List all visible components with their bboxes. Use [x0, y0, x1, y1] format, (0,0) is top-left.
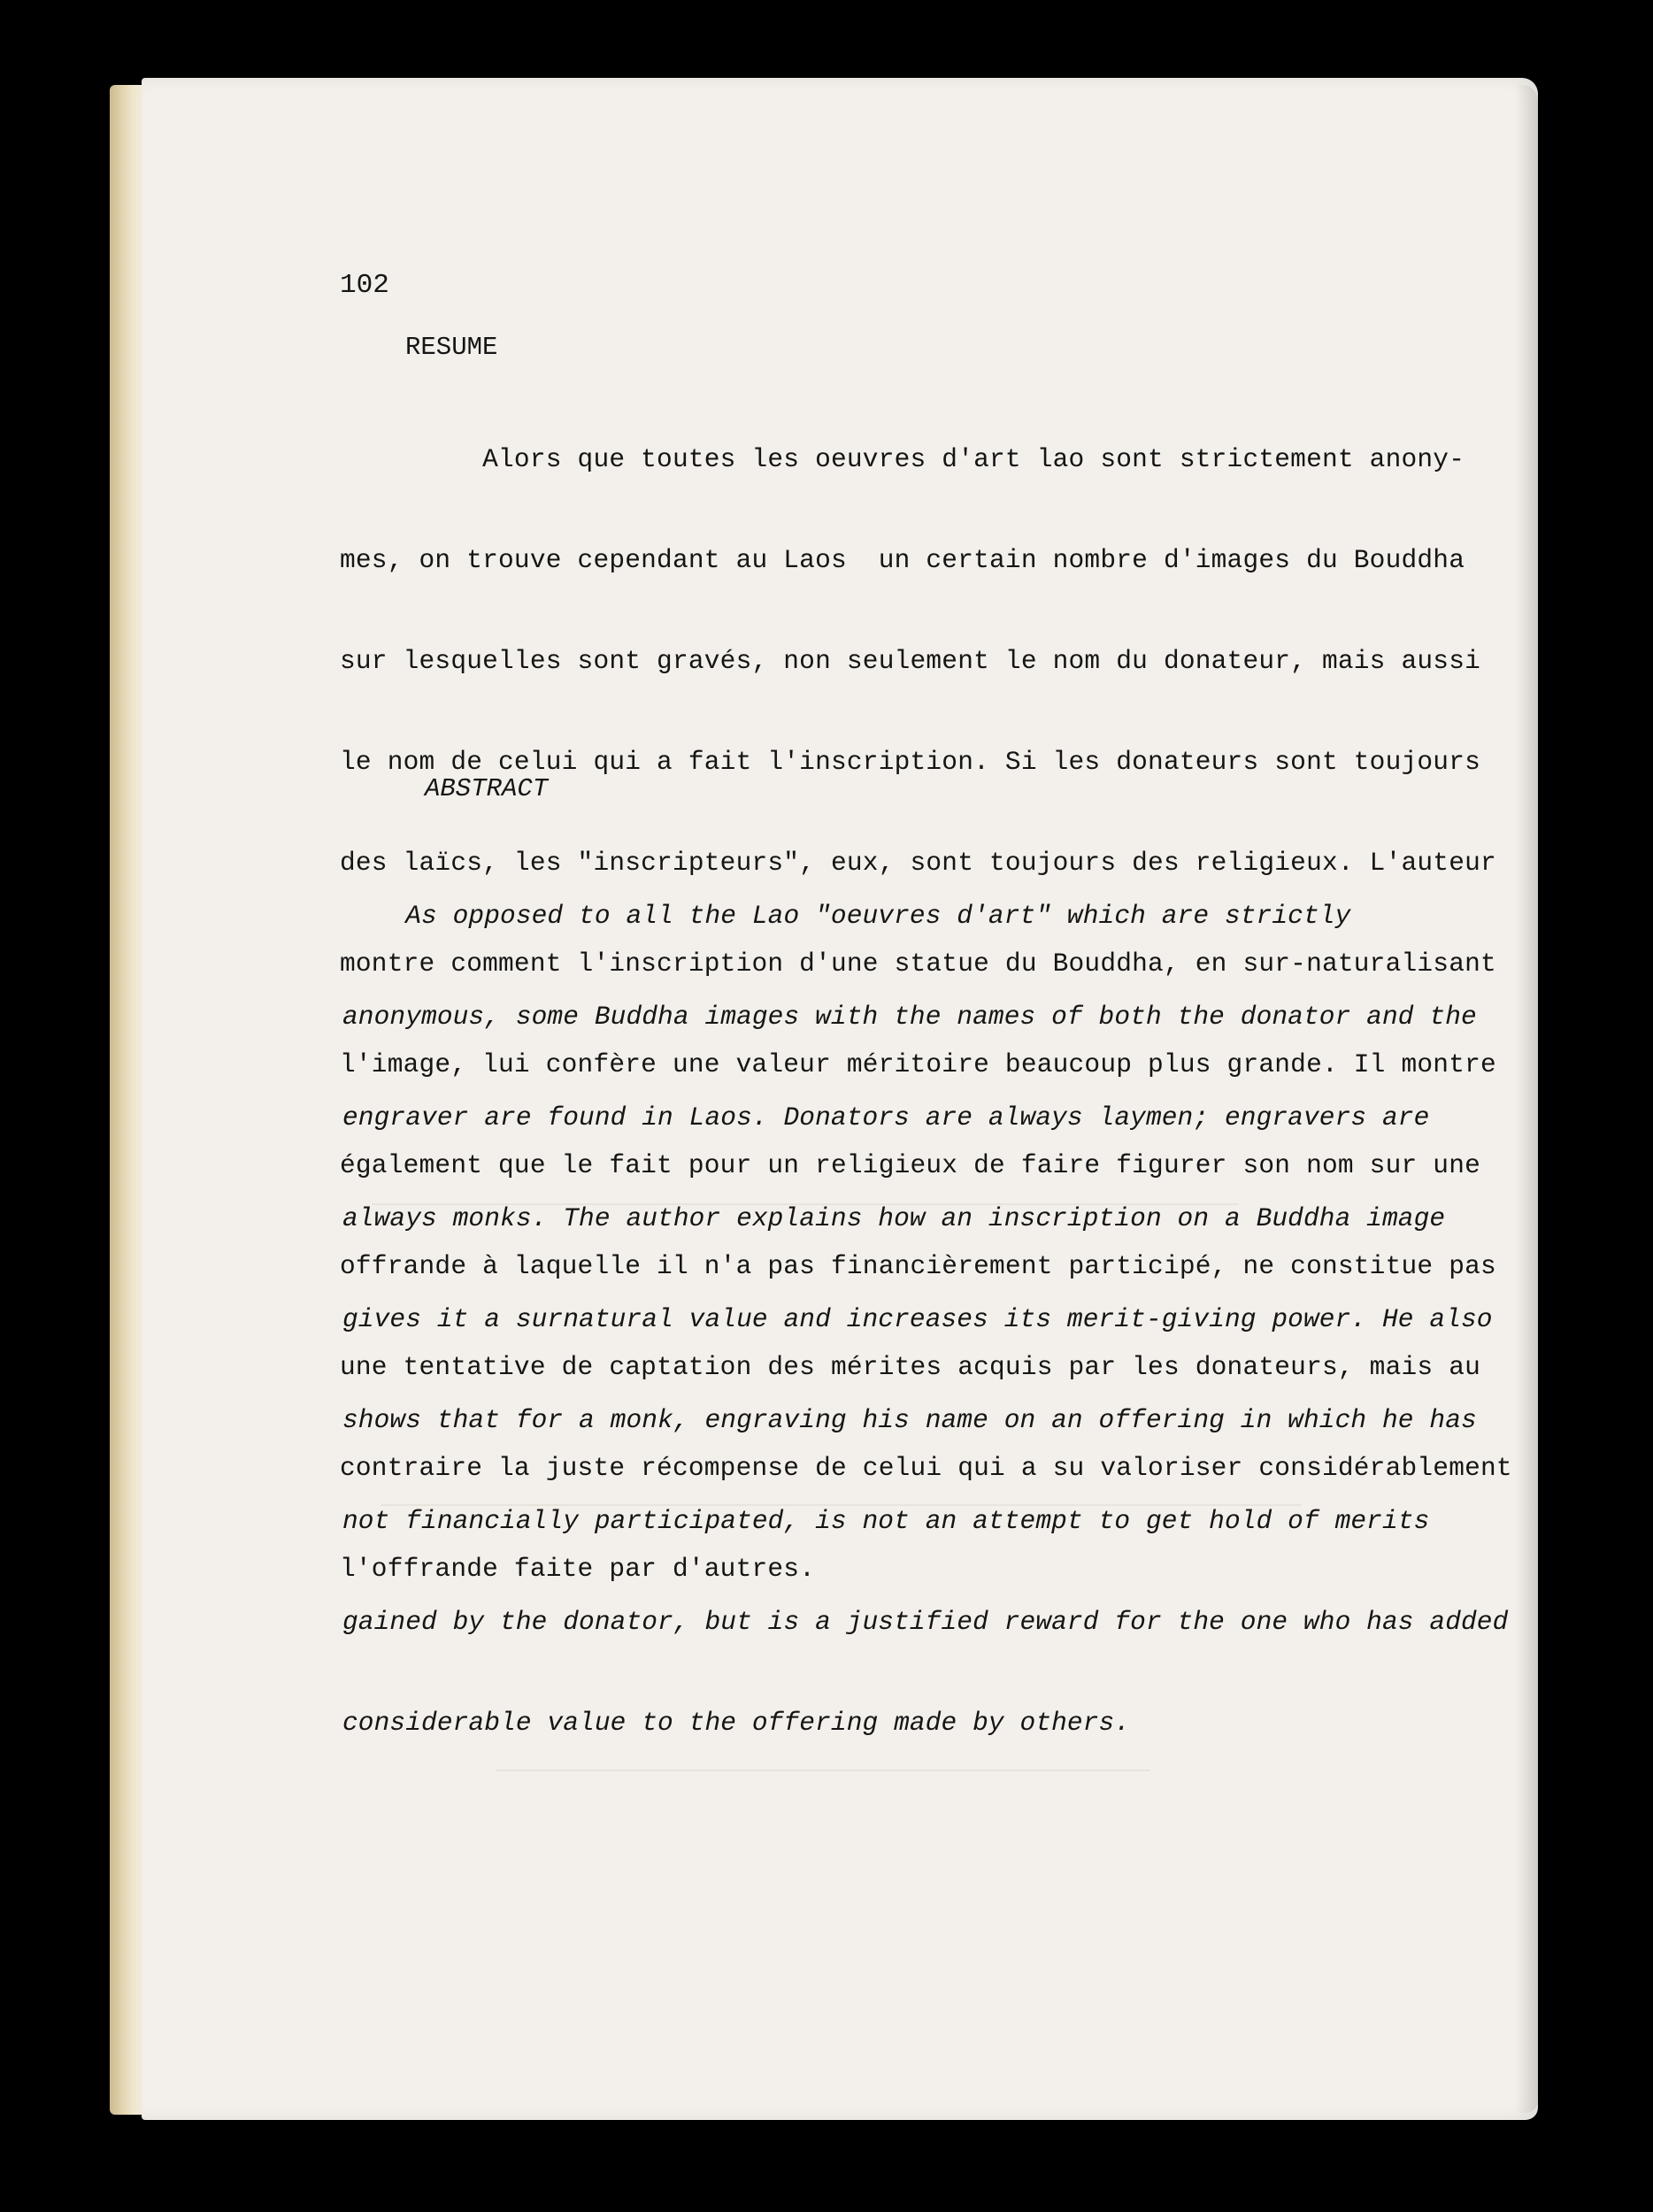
- resume-line: des laïcs, les "inscripteurs", eux, sont toujours des religieux. L'auteur: [340, 848, 1496, 878]
- page-number: 102: [340, 270, 389, 301]
- resume-line: une tentative de captation des mérites acquis par les donateurs, mais au: [340, 1352, 1481, 1382]
- resume-line: montre comment l'inscription d'une statue du Bouddha, en sur-naturalisant: [340, 949, 1496, 979]
- abstract-line: anonymous, some Buddha images with the names of both the donator and the: [342, 1002, 1477, 1032]
- resume-line: l'image, lui confère une valeur méritoire beaucoup plus grande. Il montre: [340, 1049, 1496, 1079]
- resume-line: l'offrande faite par d'autres.: [340, 1554, 816, 1584]
- page-right-shadow: [1515, 85, 1538, 2113]
- abstract-line: gives it a surnatural value and increases its merit-giving power. He also: [342, 1304, 1493, 1334]
- abstract-line: engraver are found in Laos. Donators are always laymen; engravers are: [342, 1102, 1430, 1133]
- resume-heading: RESUME: [405, 333, 498, 362]
- abstract-heading: ABSTRACT: [425, 774, 549, 803]
- abstract-line: gained by the donator, but is a justified reward for the one who has added: [342, 1607, 1509, 1637]
- resume-line: contraire la juste récompense de celui qui a su valoriser considérablement: [340, 1453, 1512, 1483]
- resume-line: le nom de celui qui a fait l'inscription. Si les donateurs sont toujours: [340, 747, 1481, 777]
- resume-line: mes, on trouve cependant au Laos un certain nombre d'images du Bouddha: [340, 545, 1465, 575]
- abstract-line: always monks. The author explains how an inscription on a Buddha image: [342, 1203, 1446, 1233]
- abstract-body: [342, 832, 1508, 1773]
- abstract-line: As opposed to all the Lao "oeuvres d'art" which are strictly: [342, 901, 1351, 931]
- abstract-line: considerable value to the offering made by others.: [342, 1708, 1131, 1738]
- abstract-line: not financially participated, is not an attempt to get hold of merits: [342, 1506, 1430, 1536]
- resume-line: également que le fait pour un religieux de faire figurer son nom sur une: [340, 1150, 1481, 1180]
- resume-line: offrande à laquelle il n'a pas financièrement participé, ne constitue pas: [340, 1251, 1496, 1281]
- resume-line: Alors que toutes les oeuvres d'art lao sont strictement anony-: [340, 444, 1465, 474]
- resume-line: sur lesquelles sont gravés, non seulement le nom du donateur, mais aussi: [340, 646, 1481, 676]
- abstract-line: shows that for a monk, engraving his name on an offering in which he has: [342, 1405, 1477, 1435]
